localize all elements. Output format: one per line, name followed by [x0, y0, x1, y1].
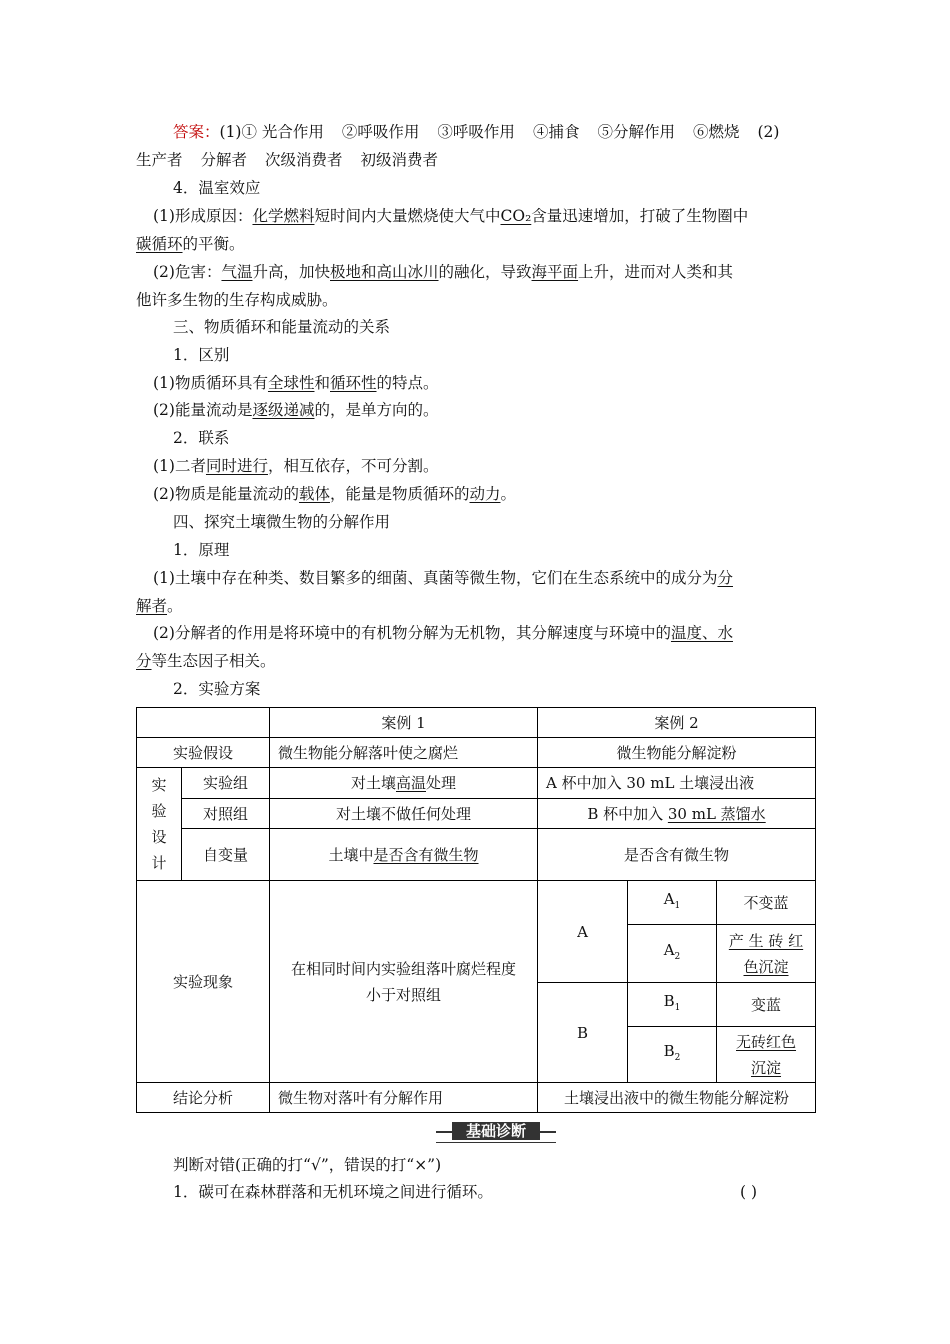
relation-diff-1: (1)物质循环具有全球性和循环性的特点。 — [153, 374, 439, 392]
section-badge-label: 基础诊断 — [452, 1122, 540, 1140]
table-row: B $B_1$ 变蓝 — [137, 983, 816, 1027]
table-row: $A_2$ 产 生 砖 红 色沉淀 — [137, 925, 816, 983]
table-row: 案例 1 案例 2 — [137, 708, 816, 738]
soil-principle-2: (2)分解者的作用是将环境中的有机物分解为无机物，其分解速度与环境中的温度、水 — [153, 624, 733, 642]
greenhouse-heading: 4．温室效应 — [173, 179, 261, 197]
diagnosis-instruction: 判断对错(正确的打“√”，错误的打“×”) — [173, 1156, 442, 1174]
soil-principle-1: (1)土壤中存在种类、数目繁多的细菌、真菌等微生物，它们在生态系统中的成分为分 — [153, 569, 733, 587]
soil-plan-title: 2．实验方案 — [173, 680, 261, 698]
diagnosis-question-1: 1．碳可在森林群落和无机环境之间进行循环。 — [173, 1183, 493, 1201]
greenhouse-harm: (2)危害：气温升高，加快极地和高山冰川的融化，导致海平面上升，进而对人类和其 — [153, 263, 734, 281]
soil-heading: 四、探究土壤微生物的分解作用 — [173, 513, 391, 531]
table-row: 自变量 土壤中是否含有微生物 是否含有微生物 — [137, 829, 816, 881]
relation-heading: 三、物质循环和能量流动的关系 — [173, 318, 391, 336]
relation-link-1: (1)二者同时进行，相互依存，不可分割。 — [153, 457, 439, 475]
answer-label: 答案： — [173, 123, 220, 141]
table-row: 实 验 设 计 实验组 对土壤高温处理 A 杯中加入 30 mL 土壤浸出液 — [137, 768, 816, 799]
relation-link-2: (2)物质是能量流动的载体，能量是物质循环的动力。 — [153, 485, 517, 503]
table-row: 实验假设 微生物能分解落叶使之腐烂 微生物能分解淀粉 — [137, 738, 816, 768]
design-label: 实 验 设 计 — [137, 768, 182, 881]
soil-principle-title: 1．原理 — [173, 541, 230, 559]
relation-diff-title: 1．区别 — [173, 346, 230, 364]
soil-principle-2-cont: 分等生态因子相关。 — [136, 652, 276, 670]
soil-principle-1-cont: 解者。 — [136, 597, 183, 615]
table-row: 结论分析 微生物对落叶有分解作用 土壤浸出液中的微生物能分解淀粉 — [137, 1083, 816, 1113]
answer-line-1: 答案：(1)① 光合作用 ②呼吸作用 ③呼吸作用 ④捕食 ⑤分解作用 ⑥燃烧 (2) — [173, 123, 780, 141]
relation-diff-2: (2)能量流动是逐级递减的，是单方向的。 — [153, 401, 439, 419]
greenhouse-cause-cont: 碳循环的平衡。 — [136, 235, 245, 253]
answer-blank[interactable]: ( ) — [740, 1183, 758, 1201]
relation-link-title: 2．联系 — [173, 429, 230, 447]
table-row: $B_2$ 无砖红色 沉淀 — [137, 1027, 816, 1083]
greenhouse-harm-cont: 他许多生物的生存构成威胁。 — [136, 291, 338, 309]
table-row: 实验现象 在相同时间内实验组落叶腐烂程度 小于对照组 A $A_1$ 不变蓝 — [137, 881, 816, 925]
experiment-table — [136, 707, 816, 1113]
greenhouse-cause: (1)形成原因：化学燃料短时间内大量燃烧使大气中CO₂含量迅速增加，打破了生物圈中 — [153, 207, 749, 225]
answer-line-2: 生产者 分解者 次级消费者 初级消费者 — [136, 151, 439, 169]
section-badge — [436, 1120, 556, 1144]
table-row: 对照组 对土壤不做任何处理 B 杯中加入 30 mL 蒸馏水 — [137, 799, 816, 829]
